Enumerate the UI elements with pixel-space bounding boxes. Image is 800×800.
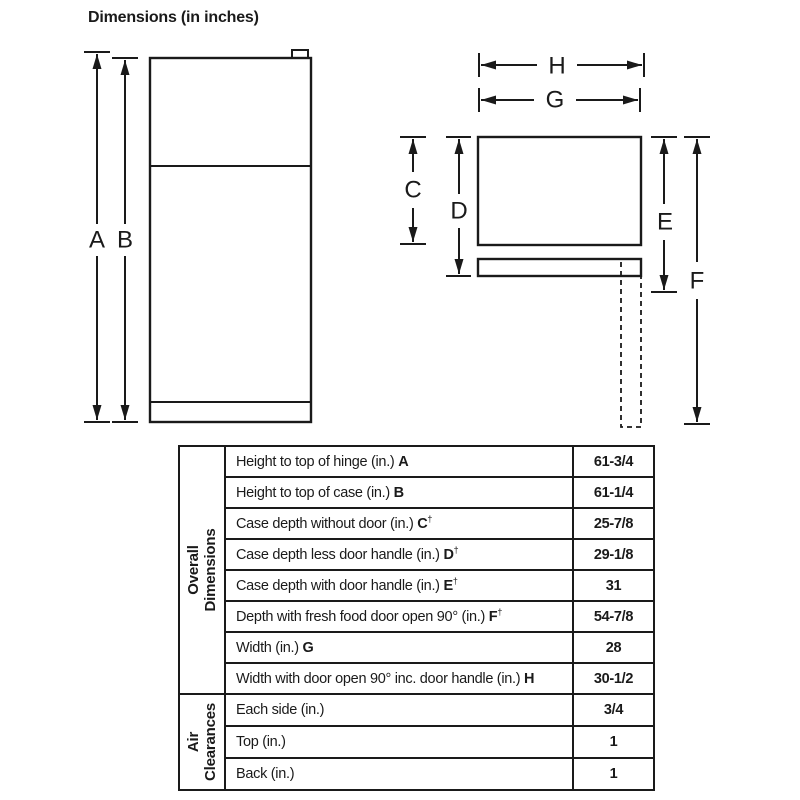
row-value: 25-7/8 <box>573 508 654 539</box>
section-label-cell <box>179 446 225 694</box>
dimension-letter: B <box>393 484 404 501</box>
row-value: 54-7/8 <box>573 601 654 632</box>
row-description: Width (in.) G <box>225 632 573 663</box>
row-value: 1 <box>573 726 654 758</box>
section-label-cell <box>179 694 225 790</box>
row-value: 28 <box>573 632 654 663</box>
dimension-C-label: C <box>404 176 422 204</box>
fridge-case-outline <box>150 58 311 422</box>
dimension-A-label: A <box>88 226 106 254</box>
row-description: Each side (in.) <box>225 694 573 726</box>
dimension-letter: G <box>302 639 314 656</box>
row-description: Case depth with door handle (in.) E† <box>225 570 573 601</box>
dimensions-table-body <box>179 446 654 790</box>
row-value: 61-1/4 <box>573 477 654 508</box>
dimension-E-label: E <box>656 208 674 236</box>
case-top-outline <box>478 137 641 245</box>
dimension-letter: F <box>488 608 498 625</box>
dimension-H-label: H <box>548 52 566 80</box>
footnote-dagger: † <box>427 513 433 524</box>
table-row <box>179 508 654 539</box>
dimension-D-label: D <box>450 197 468 225</box>
table-row <box>179 694 654 726</box>
row-description: Width with door open 90° inc. door handle (in.) H <box>225 663 573 694</box>
row-description: Case depth less door handle (in.) D† <box>225 539 573 570</box>
row-description: Height to top of case (in.) B <box>225 477 573 508</box>
footnote-dagger: † <box>453 544 459 555</box>
dimension-F-label: F <box>689 267 705 295</box>
row-description: Height to top of hinge (in.) A <box>225 446 573 477</box>
section-label: Air Clearances <box>184 702 219 782</box>
door-closed-outline <box>478 259 641 276</box>
row-description: Depth with fresh food door open 90° (in.) F† <box>225 601 573 632</box>
table-row <box>179 758 654 790</box>
table-row <box>179 632 654 663</box>
row-value: 1 <box>573 758 654 790</box>
table-row <box>179 601 654 632</box>
page-title: Dimensions (in inches) <box>88 9 259 26</box>
table-row <box>179 539 654 570</box>
dimension-letter: A <box>398 453 409 470</box>
refrigerator-top-view <box>400 53 710 428</box>
dimension-letter: C <box>417 515 428 532</box>
dimensions-table <box>178 445 655 791</box>
spec-table-container <box>178 445 655 791</box>
dimension-letter: E <box>443 577 453 594</box>
row-value: 31 <box>573 570 654 601</box>
dimension-letter: D <box>443 546 454 563</box>
refrigerator-front-view <box>84 50 311 422</box>
table-row <box>179 570 654 601</box>
table-row <box>179 663 654 694</box>
row-description: Top (in.) <box>225 726 573 758</box>
row-value: 30-1/2 <box>573 663 654 694</box>
footnote-dagger: † <box>497 606 503 617</box>
door-open-90-dashed-outline <box>621 262 641 427</box>
footnote-dagger: † <box>452 575 458 586</box>
row-value: 29-1/8 <box>573 539 654 570</box>
row-value: 3/4 <box>573 694 654 726</box>
dimension-letter: H <box>524 670 535 687</box>
table-row <box>179 477 654 508</box>
table-row <box>179 446 654 477</box>
table-row <box>179 726 654 758</box>
section-label: Overall Dimensions <box>184 528 219 612</box>
row-description: Case depth without door (in.) C† <box>225 508 573 539</box>
row-value: 61-3/4 <box>573 446 654 477</box>
dimension-G-label: G <box>545 86 565 114</box>
dimension-B-label: B <box>116 226 134 254</box>
row-description: Back (in.) <box>225 758 573 790</box>
